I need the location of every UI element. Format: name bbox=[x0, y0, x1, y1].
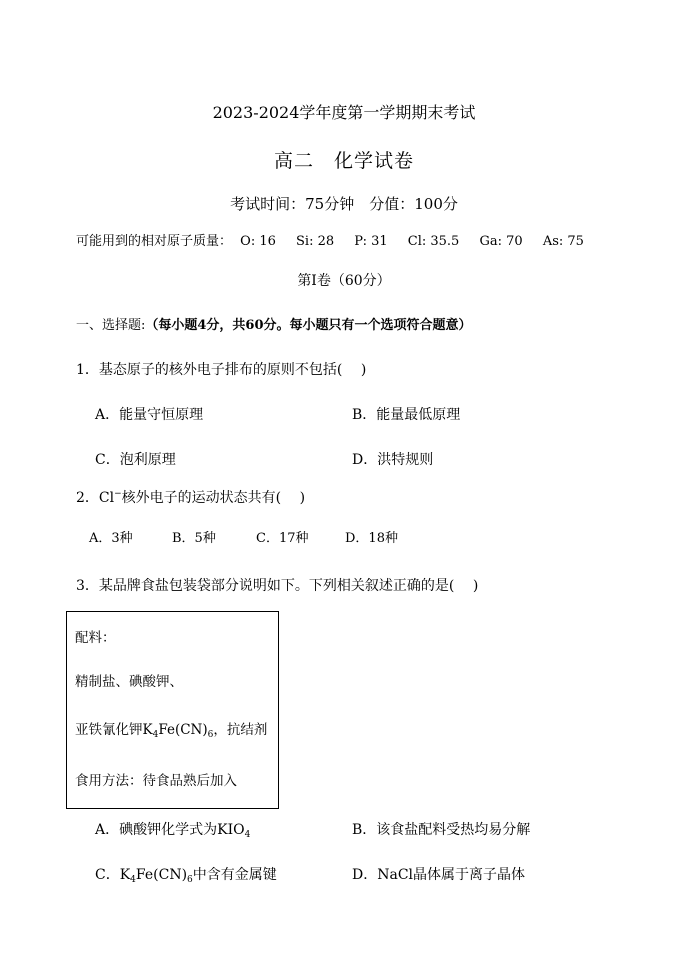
box-line-3-sub2: 6 bbox=[207, 730, 214, 740]
q3-option-c bbox=[95, 864, 277, 885]
q3-option-c-mid: Fe(CN) bbox=[135, 867, 188, 883]
atomic-mass-o: O: 16 bbox=[240, 234, 276, 249]
atomic-mass-label: 可能用到的相对原子质量： bbox=[76, 234, 233, 249]
q3-option-a-sub: 4 bbox=[244, 830, 251, 840]
atomic-mass-si: Si: 28 bbox=[296, 234, 335, 249]
section-heading-label: 一、选择题: bbox=[76, 318, 146, 333]
q2-option-c: C．17种 bbox=[256, 531, 309, 546]
exam-subtitle: 高二 化学试卷 bbox=[273, 150, 414, 172]
q2-stem-sup: − bbox=[114, 489, 122, 499]
box-line-3 bbox=[75, 718, 267, 740]
q3-option-c-sub1: 4 bbox=[130, 875, 136, 885]
atomic-mass-as: As: 75 bbox=[542, 234, 584, 249]
q3-option-c-pre: C．K bbox=[95, 867, 131, 883]
q2-stem-pre: 2．Cl bbox=[76, 490, 115, 506]
box-line-3-sub1: 4 bbox=[152, 730, 159, 740]
section-heading bbox=[76, 314, 472, 333]
q2-stem bbox=[76, 487, 305, 507]
exam-title: 2023-2024学年度第一学期期末考试 bbox=[212, 103, 476, 122]
box-line-3-pre: 亚铁氰化钾K bbox=[75, 722, 153, 738]
box-line-3-mid: Fe(CN) bbox=[158, 722, 208, 738]
ingredient-box bbox=[66, 611, 279, 809]
box-line-2: 精制盐、碘酸钾、 bbox=[75, 674, 183, 690]
q3-option-c-post: 中含有金属键 bbox=[192, 867, 277, 883]
q3-option-a-text: A．碘酸钾化学式为KIO bbox=[95, 822, 245, 838]
q1-option-a: A．能量守恒原理 bbox=[95, 407, 204, 423]
q3-option-b: B．该食盐配料受热均易分解 bbox=[352, 822, 531, 838]
box-line-4: 食用方法：待食品熟后加入 bbox=[75, 773, 237, 789]
q2-option-d: D．18种 bbox=[345, 531, 398, 546]
q1-option-c: C．泡利原理 bbox=[95, 452, 176, 468]
atomic-mass-p: P: 31 bbox=[354, 234, 388, 249]
atomic-mass-line bbox=[76, 230, 584, 249]
q2-option-b: B．5种 bbox=[172, 531, 216, 546]
q3-option-d: D．NaCl晶体属于离子晶体 bbox=[352, 867, 526, 883]
box-line-1: 配料： bbox=[75, 630, 116, 646]
part-heading: 第I卷（60分） bbox=[297, 273, 391, 289]
q1-option-b: B．能量最低原理 bbox=[352, 407, 461, 423]
q2-stem-post: 核外电子的运动状态共有( ) bbox=[121, 490, 306, 506]
atomic-mass-ga: Ga: 70 bbox=[479, 234, 523, 249]
time-score: 考试时间：75分钟 分值：100分 bbox=[230, 195, 458, 213]
atomic-mass-cl: Cl: 35.5 bbox=[407, 234, 460, 249]
section-heading-note: （每小题4分，共60分。每小题只有一个选项符合题意） bbox=[145, 318, 472, 333]
q2-option-a: A．3种 bbox=[89, 531, 133, 546]
q1-stem: 1．基态原子的核外电子排布的原则不包括( ) bbox=[76, 362, 367, 378]
box-line-3-post: ，抗结剂 bbox=[213, 722, 268, 738]
q3-option-c-sub2: 6 bbox=[187, 875, 193, 885]
q3-stem: 3．某品牌食盐包装袋部分说明如下。下列相关叙述正确的是( ) bbox=[76, 578, 479, 594]
q3-option-a bbox=[95, 819, 250, 840]
q1-option-d: D．洪特规则 bbox=[352, 452, 434, 468]
